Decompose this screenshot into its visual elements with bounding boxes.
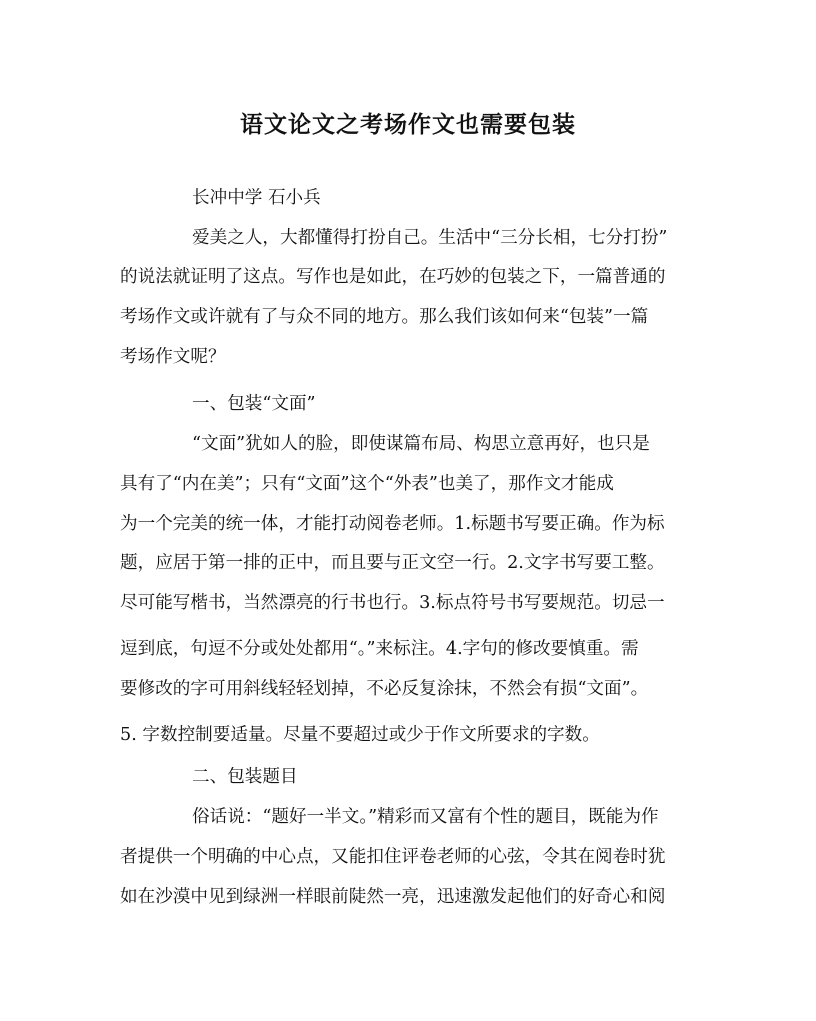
paragraph-line: 为一个完美的统一体，才能打动阅卷老师。1.标题书写要正确。作为标 [120,514,665,534]
document-title: 语文论文之考场作文也需要包装 [240,111,576,138]
paragraph-line: 考场作文或许就有了与众不同的地方。那么我们该如何来“包装”一篇 [120,307,649,327]
paragraph-line: 俗话说：“题好一半文。”精彩而又富有个性的题目，既能为作 [192,807,659,827]
paragraph-line: 具有了“内在美”；只有“文面”这个“外表”也美了，那作文才能成 [120,474,614,494]
section-heading: 二、包装题目 [192,767,298,787]
paragraph-line: 者提供一个明确的中心点，又能扣住评卷老师的心弦，令其在阅卷时犹 [120,847,666,867]
section-heading: 一、包装“文面” [192,394,316,414]
paragraph-line: 考场作文呢？ [120,347,226,367]
paragraph-line: 的说法就证明了这点。写作也是如此，在巧妙的包装之下，一篇普通的 [120,267,666,287]
paragraph-line: 如在沙漠中见到绿洲一样眼前陡然一亮，迅速激发起他们的好奇心和阅 [120,887,666,907]
paragraph-line: 题，应居于第一排的正中，而且要与正文空一行。2.文字书写要工整。 [120,553,665,573]
paragraph-line: 5. 字数控制要适量。尽量不要超过或少于作文所要求的字数。 [120,725,600,745]
paragraph-line: 逗到底，句逗不分或处处都用“。”来标注。4.字句的修改要慎重。需 [120,639,639,659]
author-line: 长冲中学 石小兵 [192,188,321,208]
paragraph-line: 爱美之人，大都懂得打扮自己。生活中“三分长相，七分打扮” [192,228,668,248]
paragraph-line: 尽可能写楷书，当然漂亮的行书也行。3.标点符号书写要规范。切忌一 [120,593,665,613]
paragraph-line: 要修改的字可用斜线轻轻划掉，不必反复涂抹，不然会有损“文面”。 [120,679,649,699]
paragraph-line: “文面”犹如人的脸，即使谋篇布局、构思立意再好，也只是 [192,434,650,454]
